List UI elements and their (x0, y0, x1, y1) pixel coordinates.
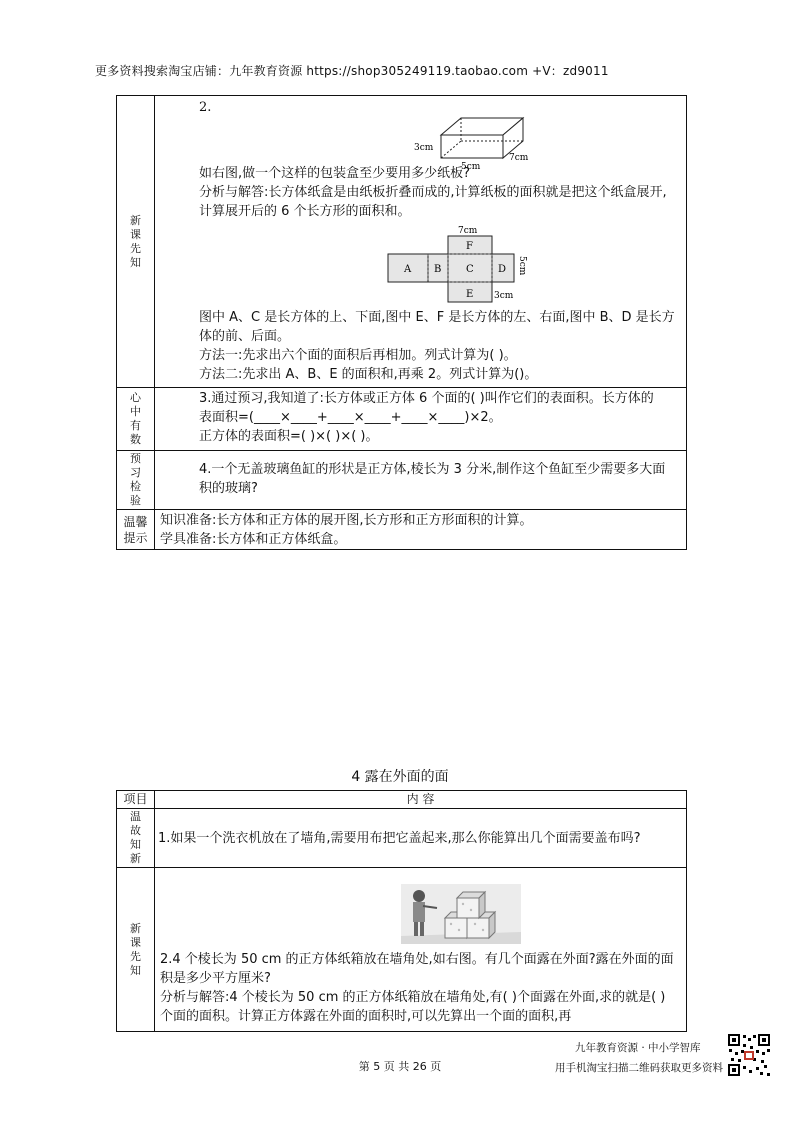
net-face-B: B (434, 264, 442, 275)
s2-analysis-text: 分析与解答:4 个棱长为 50 cm 的正方体纸箱放在墙角处,有( )个面露在外面,求的就是( )个面的面积。计算正方体露在外面的面积时,可以先算出一个面的面积,再 (160, 990, 666, 1024)
lesson-table-1 (116, 95, 687, 550)
s2-q2-text: 2.4 个棱长为 50 cm 的正方体纸箱放在墙角处,如右图。有几个面露在外面?露在外面的面积是多少平方厘米? (160, 952, 674, 986)
row-content-key-points (155, 388, 687, 451)
girl-and-boxes-illustration (401, 884, 521, 944)
net-top-label: 7cm (458, 226, 478, 236)
net-face-E: E (466, 289, 474, 300)
q3-line1: 3.通过预习,我知道了:长方体或正方体 6 个面的( )叫作它们的表面积。长方体的 (199, 391, 654, 406)
row-label-key-points: 心 中 有 数 (117, 388, 155, 451)
row-content-preview-check (155, 451, 687, 510)
row-label-tips: 温馨 提示 (117, 510, 155, 550)
section-title: 4 露在外面的面 (351, 769, 449, 785)
row-label-review: 温 故 知 新 (117, 809, 155, 868)
q3-line2: 表面积=(____×____+____×____+____×____)×2。 (199, 410, 502, 425)
qr-hint: 用手机淘宝扫描二维码获取更多资料 (555, 1062, 723, 1074)
brand-line: 九年教育资源 · 中小学智库 (575, 1042, 701, 1054)
net-right-label: 5cm (517, 256, 527, 276)
box-length-label: 5cm (461, 162, 481, 171)
row-content-new-lesson (155, 96, 687, 388)
row-content-tips (155, 510, 687, 550)
row-content-review (155, 809, 687, 868)
net-face-D: D (498, 264, 507, 275)
row-label-new-lesson-2: 新 课 先 知 (117, 868, 155, 1032)
lesson-table-2 (116, 790, 687, 1032)
page-number: 第 5 页 共 26 页 (358, 1060, 442, 1073)
box-width-label: 7cm (509, 153, 529, 163)
question-number: 2. (199, 100, 212, 115)
faces-explanation: 图中 A、C 是长方体的上、下面,图中 E、F 是长方体的左、右面,图中 B、D 是长方体的前、后面。 (199, 310, 675, 344)
box-height-label: 3cm (414, 143, 434, 153)
row-label-new-lesson: 新 课 先 知 (117, 96, 155, 388)
analysis-text: 分析与解答:长方体纸盒是由纸板折叠而成的,计算纸板的面积就是把这个纸盒展开,计算展开后的 6 个长方形的面积和。 (199, 185, 667, 219)
method-two: 方法二:先求出 A、B、E 的面积和,再乘 2。列式计算为()。 (199, 367, 538, 382)
header-content: 内 容 (155, 791, 687, 809)
box-figure (411, 106, 531, 171)
problem-text: 如右图,做一个这样的包装盒至少要用多少纸板? (199, 166, 471, 181)
net-face-C: C (466, 264, 474, 275)
net-bottom-label: 3cm (494, 291, 514, 301)
net-face-F: F (466, 241, 473, 252)
knowledge-prep: 知识准备:长方体和正方体的展开图,长方形和正方形面积的计算。 (160, 513, 533, 528)
row-content-new-lesson-2 (155, 868, 687, 1032)
s2-q1-text: 1.如果一个洗衣机放在了墙角,需要用布把它盖起来,那么你能算出几个面需要盖布吗? (158, 830, 641, 846)
header-item: 项目 (117, 791, 155, 809)
row-label-preview-check: 预 习 检 验 (117, 451, 155, 510)
method-one: 方法一:先求出六个面的面积后再相加。列式计算为( )。 (199, 348, 517, 363)
q4-text: 4.一个无盖玻璃鱼缸的形状是正方体,棱长为 3 分米,制作这个鱼缸至少需要多大面积的玻璃? (199, 462, 666, 496)
net-figure (386, 224, 556, 309)
qr-code-icon[interactable] (726, 1032, 772, 1078)
tools-prep: 学具准备:长方体和正方体纸盒。 (160, 532, 347, 547)
q3-line3: 正方体的表面积=( )×( )×( )。 (199, 429, 379, 444)
page-header: 更多资料搜索淘宝店铺：九年教育资源 https://shop305249119.taobao.com +V：zd9011 (95, 64, 609, 78)
net-face-A: A (404, 264, 412, 275)
